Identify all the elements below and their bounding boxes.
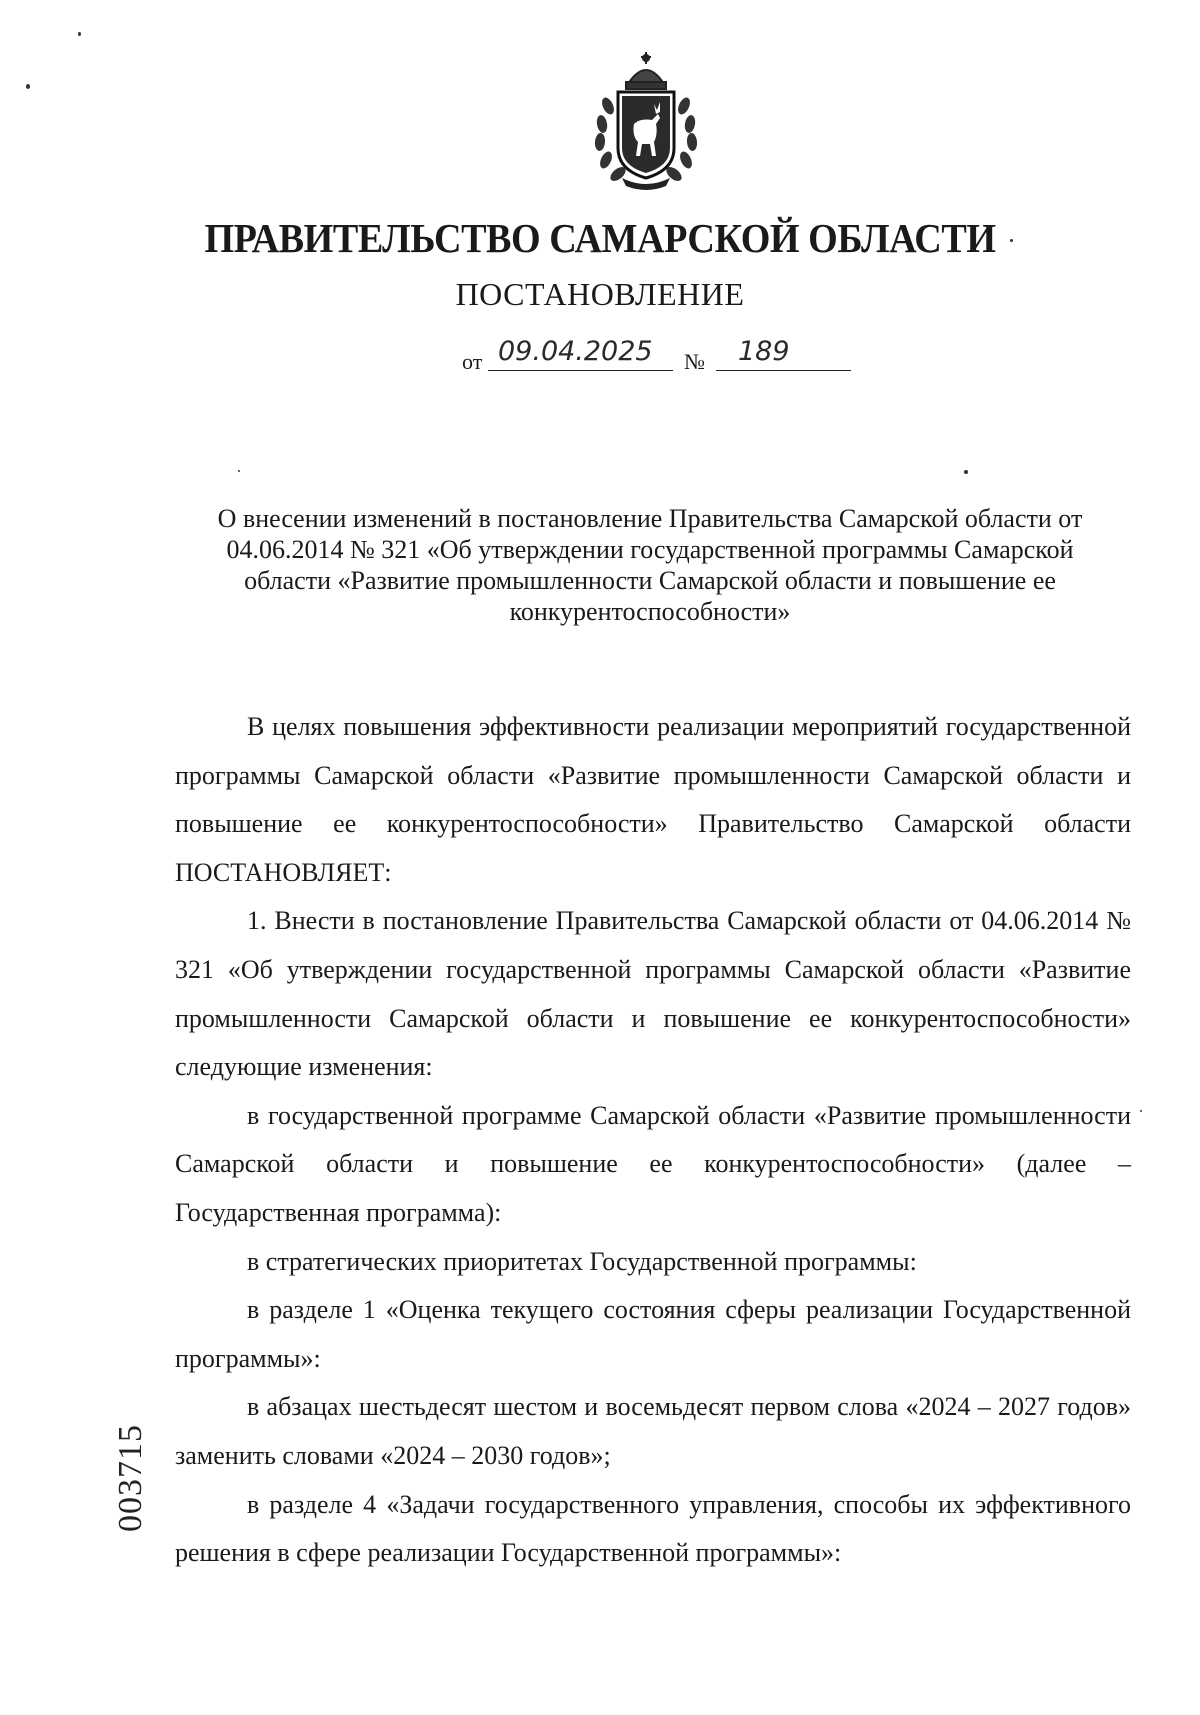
number-prefix: № <box>684 349 705 374</box>
scan-speck <box>26 84 30 89</box>
scan-speck <box>964 470 968 474</box>
body-paragraph: 1. Внести в постановление Правительства Самарской области от 04.06.2014 № 321 «Об утверждении государственной программы Самарской области «Развитие промышленности Самарской области и повышение ее конкурентоспособности» следующие изменения: <box>175 906 1131 1082</box>
handwritten-number: 189 <box>738 336 790 367</box>
document-type: ПОСТАНОВЛЕНИЕ <box>455 276 745 312</box>
body-paragraph: В целях повышения эффективности реализации мероприятий государственной программы Самарской области «Развитие промышленности Самарской области и повышение ее конкурентоспособности» Правительство Самарской области ПОСТАНОВЛЯЕТ: <box>175 712 1131 887</box>
document-body <box>175 703 1131 1578</box>
handwritten-date: 09.04.2025 <box>498 336 653 367</box>
date-field <box>488 334 673 371</box>
document-subject: О внесении изменений в постановление Правительства Самарской области от 04.06.2014 № 321 «Об утверждении государственной программы Самарской области «Развитие промышленности Самарской области и повышение ее конкурентоспособности» <box>217 504 1083 626</box>
scan-speck <box>238 470 240 472</box>
date-prefix: от <box>462 349 483 374</box>
organization-title: ПРАВИТЕЛЬСТВО САМАРСКОЙ ОБЛАСТИ <box>204 215 996 261</box>
body-paragraph: в абзацах шестьдесят шестом и восемьдесят первом слова «2024 – 2027 годов» заменить словами «2024 – 2030 годов»; <box>175 1392 1131 1470</box>
coat-of-arms-emblem <box>584 48 708 190</box>
body-paragraph: в стратегических приоритетах Государственной программы: <box>247 1246 917 1276</box>
body-paragraph: в разделе 4 «Задачи государственного управления, способы их эффективного решения в сфере реализации Государственной программы»: <box>175 1489 1131 1568</box>
scan-speck <box>1140 1110 1142 1112</box>
number-field <box>716 334 851 371</box>
margin-stamp-number: 003715 <box>112 1424 149 1532</box>
body-paragraph: в государственной программе Самарской области «Развитие промышленности Самарской области и повышение ее конкурентоспособности» (далее – Государственная программа): <box>175 1100 1131 1227</box>
scan-speck <box>1010 239 1013 242</box>
body-paragraph: в разделе 1 «Оценка текущего состояния сферы реализации Государственной программы»: <box>175 1295 1131 1373</box>
scan-speck <box>78 32 81 36</box>
